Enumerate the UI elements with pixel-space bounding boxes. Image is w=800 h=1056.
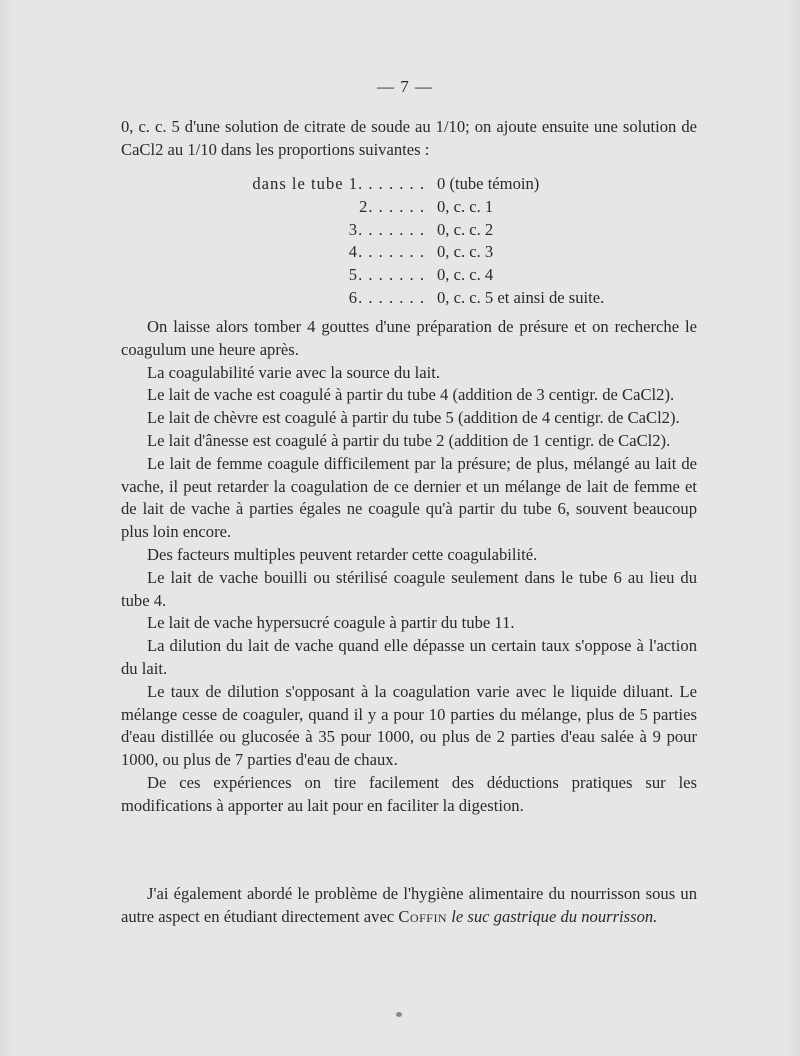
intro-text: 0, c. c. 5 d'une solution de citrate de soude au 1/10; on ajoute ensuite une solution de CaCl2 au 1/10 dans les proportions suivantes : — [121, 117, 697, 159]
paragraph: La coagulabilité varie avec la source du lait. — [147, 362, 441, 382]
paragraph: Le taux de dilution s'opposant à la coagulation varie avec le liquide diluant. Le mélange cesse de coaguler, quand il y a pour 10 parties du mélange, plus de 5 parties d'eau distillée ou glucosée à 35 pour 1000, ou plus de 2 parties d'eau salée à 9 pour 1000, ou plus de 7 parties d'eau de chaux. — [121, 681, 697, 770]
tube-label: 6. . . . . . . — [348, 287, 425, 307]
table-row — [200, 287, 680, 310]
tube-value: 0, c. c. 2 — [437, 219, 494, 239]
table-row — [200, 264, 680, 287]
table-row — [200, 196, 680, 219]
tube-value: 0, c. c. 4 — [437, 265, 494, 285]
tube-value: 0, c. c. 5 et ainsi de suite. — [437, 287, 605, 307]
tube-proportions-table — [200, 173, 680, 310]
paragraph: Le lait de vache est coagulé à partir du tube 4 (addition de 3 centigr. de CaCl2). — [147, 385, 675, 405]
tube-label: dans le tube 1. . . . . . . — [252, 174, 425, 193]
tube-label: 2. . . . . . — [359, 196, 425, 216]
paragraph: On laisse alors tomber 4 gouttes d'une préparation de présure et on recherche le coagulum une heure après. — [121, 317, 697, 359]
tube-label: 4. . . . . . . — [348, 242, 425, 262]
table-row — [200, 173, 680, 196]
paragraph: Le lait de chèvre est coagulé à partir du tube 5 (addition de 4 centigr. de CaCl2). — [147, 408, 680, 428]
closing-paragraph — [121, 883, 697, 929]
paragraph: Le lait de vache bouilli ou stérilisé coagule seulement dans le tube 6 au lieu du tube 4. — [121, 567, 697, 610]
table-row — [200, 219, 680, 242]
tube-value: 0, c. c. 3 — [437, 242, 494, 262]
tube-value: 0, c. c. 1 — [437, 196, 494, 216]
paragraph: La dilution du lait de vache quand elle dépasse un certain taux s'oppose à l'action du lait. — [121, 636, 697, 678]
tube-value: 0 (tube témoin) — [437, 174, 540, 193]
paper-speck — [396, 1012, 402, 1017]
paragraph: De ces expériences on tire facilement des déductions pratiques sur les modifications à apporter au lait pour en faciliter la digestion. — [121, 772, 697, 815]
paragraph: Le lait de femme coagule difficilement par la présure; de plus, mélangé au lait de vache, il peut retarder la coagulation de ce dernier et un mélange de lait de femme et de lait de vache à parties égales ne coagule qu'à partir du tube 6, souvent beaucoup plus loin encore. — [121, 453, 697, 542]
paragraph: Le lait de vache hypersucré coagule à partir du tube 11. — [147, 613, 515, 633]
intro-paragraph — [121, 116, 697, 162]
paragraph: Le lait d'ânesse est coagulé à partir du tube 2 (addition de 1 centigr. de CaCl2). — [147, 430, 671, 450]
closing-text — [121, 883, 697, 929]
tube-label: 5. . . . . . . — [348, 265, 425, 285]
closing-body: J'ai également abordé le problème de l'hygiène alimentaire du nourrisson sous un autre aspect en étudiant directement avec — [121, 884, 697, 926]
page-number: — 7 — — [377, 77, 433, 96]
paragraph: Des facteurs multiples peuvent retarder cette coagulabilité. — [147, 544, 538, 564]
work-title: le suc gastrique du nourrisson. — [451, 906, 658, 926]
author-name: Coffin — [398, 906, 448, 926]
table-row — [200, 241, 680, 264]
body-text — [121, 316, 697, 818]
tube-label: 3. . . . . . . — [348, 219, 425, 239]
